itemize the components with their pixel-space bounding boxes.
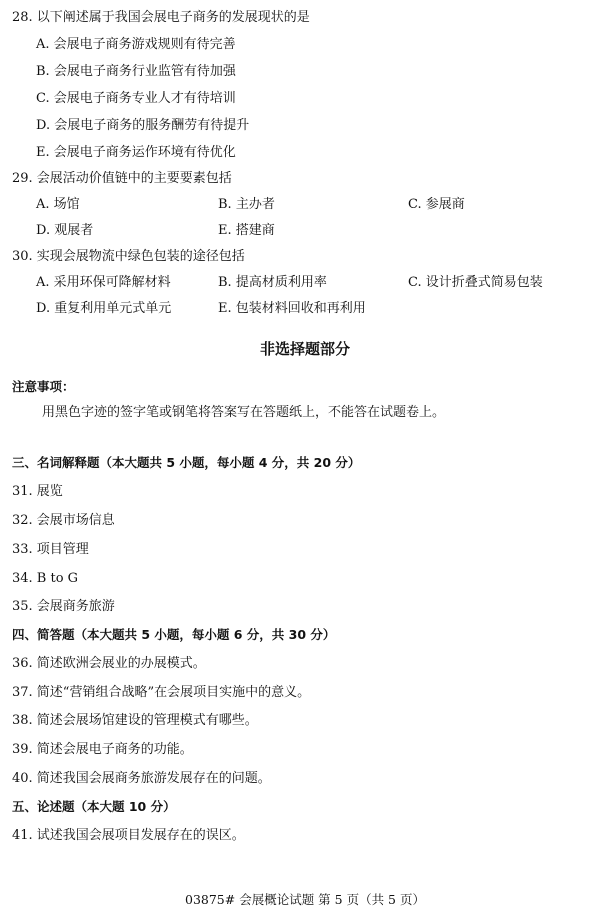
- question-29-option-c: C. 参展商: [408, 197, 465, 212]
- question-28-option-b: B. 会展电子商务行业监管有待加强: [36, 64, 236, 79]
- question-34: 34. B to G: [12, 571, 79, 586]
- question-29-option-d: D. 观展者: [36, 223, 94, 238]
- question-38: 38. 简述会展场馆建设的管理模式有哪些。: [12, 713, 258, 728]
- question-35: 35. 会展商务旅游: [12, 599, 115, 614]
- question-29-stem: 29. 会展活动价值链中的主要要素包括: [12, 171, 232, 186]
- question-28-option-d: D. 会展电子商务的服务酬劳有待提升: [36, 118, 250, 133]
- notice-text: 用黑色字迹的签字笔或钢笔将答案写在答题纸上，不能答在试题卷上。: [42, 405, 446, 420]
- section-3-title: 三、名词解释题（本大题共 5 小题，每小题 4 分，共 20 分）: [12, 455, 361, 470]
- page-footer: 03875# 会展概论试题 第 5 页（共 5 页）: [185, 892, 425, 907]
- question-28-option-c: C. 会展电子商务专业人才有待培训: [36, 91, 236, 106]
- section-4-title: 四、简答题（本大题共 5 小题，每小题 6 分，共 30 分）: [12, 627, 336, 642]
- question-29-option-a: A. 场馆: [36, 197, 80, 212]
- notice-title: 注意事项：: [12, 379, 75, 394]
- question-32: 32. 会展市场信息: [12, 513, 115, 528]
- question-28-stem: 28. 以下阐述属于我国会展电子商务的发展现状的是: [12, 10, 310, 25]
- question-30-option-b: B. 提高材质利用率: [218, 275, 327, 290]
- question-30-option-e: E. 包装材料回收和再利用: [218, 301, 366, 316]
- question-37: 37. 简述“营销组合战略”在会展项目实施中的意义。: [12, 685, 311, 700]
- question-30-option-d: D. 重复利用单元式单元: [36, 301, 172, 316]
- question-29-option-b: B. 主办者: [218, 197, 275, 212]
- question-30-option-a: A. 采用环保可降解材料: [36, 275, 171, 290]
- question-30-option-c: C. 设计折叠式简易包装: [408, 275, 543, 290]
- question-28-option-a: A. 会展电子商务游戏规则有待完善: [36, 37, 236, 52]
- question-31: 31. 展览: [12, 484, 63, 499]
- section-5-title: 五、论述题（本大题 10 分）: [12, 799, 176, 814]
- question-28-option-e: E. 会展电子商务运作环境有待优化: [36, 145, 236, 160]
- question-41: 41. 试述我国会展项目发展存在的误区。: [12, 828, 245, 843]
- question-36: 36. 简述欧洲会展业的办展模式。: [12, 656, 206, 671]
- question-40: 40. 简述我国会展商务旅游发展存在的问题。: [12, 771, 271, 786]
- question-39: 39. 简述会展电子商务的功能。: [12, 742, 193, 757]
- part-title: 非选择题部分: [259, 340, 350, 358]
- question-29-option-e: E. 搭建商: [218, 223, 275, 238]
- question-33: 33. 项目管理: [12, 542, 89, 557]
- question-30-stem: 30. 实现会展物流中绿色包装的途径包括: [12, 249, 245, 264]
